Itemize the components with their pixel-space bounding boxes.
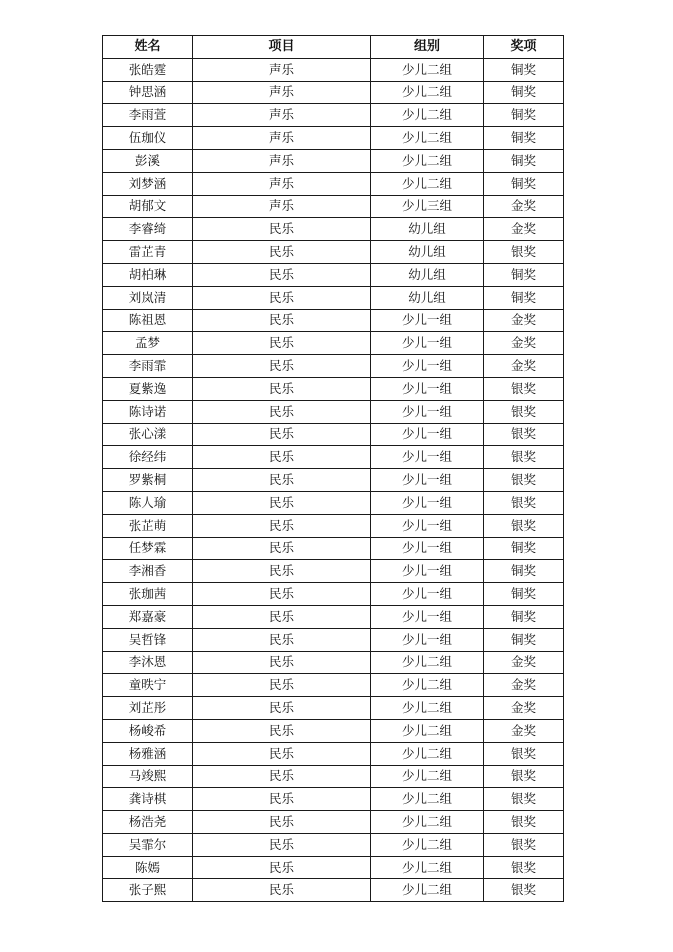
cell-group: 幼儿组 [371, 241, 484, 264]
cell-award: 铜奖 [484, 81, 564, 104]
cell-group: 少儿一组 [371, 537, 484, 560]
cell-award: 金奖 [484, 651, 564, 674]
table-row [103, 833, 564, 856]
cell-award: 铜奖 [484, 104, 564, 127]
cell-project: 民乐 [193, 537, 371, 560]
table-row [103, 218, 564, 241]
cell-project: 民乐 [193, 241, 371, 264]
table-row [103, 856, 564, 879]
cell-project: 民乐 [193, 446, 371, 469]
cell-project: 民乐 [193, 651, 371, 674]
cell-group: 少儿一组 [371, 583, 484, 606]
cell-group: 少儿一组 [371, 377, 484, 400]
cell-name: 李湘香 [103, 560, 193, 583]
cell-award: 银奖 [484, 446, 564, 469]
table-row [103, 788, 564, 811]
cell-group: 少儿一组 [371, 332, 484, 355]
cell-project: 民乐 [193, 879, 371, 902]
cell-project: 民乐 [193, 674, 371, 697]
cell-name: 胡柏琳 [103, 263, 193, 286]
cell-group: 少儿二组 [371, 149, 484, 172]
cell-award: 金奖 [484, 195, 564, 218]
cell-name: 徐经纬 [103, 446, 193, 469]
cell-project: 声乐 [193, 172, 371, 195]
header-row [103, 36, 564, 59]
cell-award: 金奖 [484, 309, 564, 332]
cell-award: 银奖 [484, 833, 564, 856]
cell-name: 刘芷彤 [103, 697, 193, 720]
cell-project: 民乐 [193, 697, 371, 720]
cell-award: 银奖 [484, 765, 564, 788]
cell-name: 陈嫣 [103, 856, 193, 879]
cell-award: 铜奖 [484, 605, 564, 628]
cell-project: 声乐 [193, 58, 371, 81]
cell-name: 雷芷青 [103, 241, 193, 264]
cell-award: 银奖 [484, 811, 564, 834]
cell-project: 民乐 [193, 423, 371, 446]
cell-group: 少儿二组 [371, 172, 484, 195]
table-row [103, 104, 564, 127]
table-row [103, 400, 564, 423]
cell-project: 民乐 [193, 856, 371, 879]
header-award: 奖项 [484, 36, 564, 59]
cell-group: 少儿二组 [371, 58, 484, 81]
cell-project: 民乐 [193, 765, 371, 788]
table-header [103, 36, 564, 59]
cell-award: 铜奖 [484, 172, 564, 195]
cell-group: 少儿一组 [371, 309, 484, 332]
cell-project: 民乐 [193, 469, 371, 492]
cell-group: 少儿二组 [371, 697, 484, 720]
cell-name: 李睿绮 [103, 218, 193, 241]
table-row [103, 879, 564, 902]
cell-name: 孟梦 [103, 332, 193, 355]
table-row [103, 263, 564, 286]
cell-award: 银奖 [484, 742, 564, 765]
cell-name: 杨浩尧 [103, 811, 193, 834]
cell-project: 民乐 [193, 560, 371, 583]
cell-name: 张子熙 [103, 879, 193, 902]
cell-group: 少儿二组 [371, 674, 484, 697]
table-row [103, 560, 564, 583]
cell-group: 少儿一组 [371, 400, 484, 423]
cell-group: 少儿二组 [371, 811, 484, 834]
cell-group: 少儿二组 [371, 104, 484, 127]
cell-award: 银奖 [484, 879, 564, 902]
cell-award: 金奖 [484, 355, 564, 378]
cell-group: 少儿二组 [371, 651, 484, 674]
table-row [103, 674, 564, 697]
cell-group: 幼儿组 [371, 218, 484, 241]
cell-group: 少儿二组 [371, 856, 484, 879]
cell-group: 少儿一组 [371, 423, 484, 446]
cell-award: 银奖 [484, 514, 564, 537]
cell-name: 陈人瑜 [103, 491, 193, 514]
table-row [103, 742, 564, 765]
cell-name: 张珈茜 [103, 583, 193, 606]
cell-name: 罗紫桐 [103, 469, 193, 492]
cell-award: 铜奖 [484, 583, 564, 606]
cell-project: 民乐 [193, 400, 371, 423]
table-row [103, 149, 564, 172]
cell-group: 少儿二组 [371, 879, 484, 902]
cell-name: 杨峻希 [103, 719, 193, 742]
cell-project: 民乐 [193, 605, 371, 628]
cell-name: 童昳宁 [103, 674, 193, 697]
cell-name: 钟思涵 [103, 81, 193, 104]
cell-award: 银奖 [484, 423, 564, 446]
cell-project: 声乐 [193, 149, 371, 172]
cell-award: 铜奖 [484, 537, 564, 560]
cell-name: 陈祖恩 [103, 309, 193, 332]
table-row [103, 514, 564, 537]
cell-project: 民乐 [193, 263, 371, 286]
table-row [103, 469, 564, 492]
cell-award: 银奖 [484, 377, 564, 400]
cell-group: 少儿一组 [371, 514, 484, 537]
table-row [103, 651, 564, 674]
cell-project: 民乐 [193, 583, 371, 606]
table-row [103, 423, 564, 446]
cell-name: 刘梦涵 [103, 172, 193, 195]
cell-group: 少儿二组 [371, 742, 484, 765]
table-row [103, 81, 564, 104]
header-name: 姓名 [103, 36, 193, 59]
cell-name: 李沐恩 [103, 651, 193, 674]
cell-name: 任梦霖 [103, 537, 193, 560]
cell-name: 李雨霏 [103, 355, 193, 378]
table-row [103, 172, 564, 195]
table-row [103, 332, 564, 355]
table-row [103, 537, 564, 560]
cell-award: 银奖 [484, 400, 564, 423]
cell-group: 少儿一组 [371, 560, 484, 583]
cell-name: 夏紫逸 [103, 377, 193, 400]
cell-project: 民乐 [193, 377, 371, 400]
cell-name: 吴哲锋 [103, 628, 193, 651]
cell-group: 少儿一组 [371, 469, 484, 492]
cell-group: 幼儿组 [371, 263, 484, 286]
table-row [103, 309, 564, 332]
table-row [103, 491, 564, 514]
table-row [103, 286, 564, 309]
cell-name: 李雨萱 [103, 104, 193, 127]
table-row [103, 355, 564, 378]
cell-group: 少儿二组 [371, 833, 484, 856]
cell-award: 铜奖 [484, 263, 564, 286]
cell-name: 刘岚清 [103, 286, 193, 309]
cell-name: 马竣熙 [103, 765, 193, 788]
cell-award: 金奖 [484, 218, 564, 241]
table-row [103, 811, 564, 834]
cell-project: 民乐 [193, 332, 371, 355]
cell-project: 民乐 [193, 355, 371, 378]
table-body [103, 58, 564, 901]
table-row [103, 127, 564, 150]
cell-group: 少儿一组 [371, 355, 484, 378]
cell-name: 龚诗棋 [103, 788, 193, 811]
table-row [103, 628, 564, 651]
cell-project: 民乐 [193, 742, 371, 765]
cell-award: 金奖 [484, 697, 564, 720]
cell-name: 张芷萌 [103, 514, 193, 537]
cell-project: 民乐 [193, 309, 371, 332]
cell-award: 银奖 [484, 856, 564, 879]
header-project: 项目 [193, 36, 371, 59]
cell-name: 张皓霆 [103, 58, 193, 81]
cell-group: 少儿二组 [371, 127, 484, 150]
cell-award: 铜奖 [484, 628, 564, 651]
cell-project: 声乐 [193, 81, 371, 104]
cell-project: 民乐 [193, 491, 371, 514]
cell-project: 民乐 [193, 628, 371, 651]
cell-group: 少儿三组 [371, 195, 484, 218]
table-row [103, 377, 564, 400]
cell-award: 铜奖 [484, 58, 564, 81]
cell-group: 少儿一组 [371, 605, 484, 628]
cell-project: 声乐 [193, 195, 371, 218]
table-row [103, 195, 564, 218]
cell-group: 少儿一组 [371, 491, 484, 514]
cell-award: 金奖 [484, 719, 564, 742]
table-row [103, 446, 564, 469]
table-row [103, 58, 564, 81]
awards-table [102, 35, 564, 902]
cell-group: 少儿二组 [371, 81, 484, 104]
header-group: 组别 [371, 36, 484, 59]
cell-group: 幼儿组 [371, 286, 484, 309]
cell-name: 张心漾 [103, 423, 193, 446]
cell-award: 铜奖 [484, 149, 564, 172]
cell-name: 吴霏尔 [103, 833, 193, 856]
table-row [103, 697, 564, 720]
table-row [103, 719, 564, 742]
cell-award: 银奖 [484, 241, 564, 264]
cell-project: 民乐 [193, 218, 371, 241]
cell-award: 铜奖 [484, 560, 564, 583]
table-row [103, 241, 564, 264]
cell-name: 彭溪 [103, 149, 193, 172]
cell-name: 伍珈仪 [103, 127, 193, 150]
table-row [103, 605, 564, 628]
cell-group: 少儿一组 [371, 446, 484, 469]
cell-project: 民乐 [193, 833, 371, 856]
cell-project: 声乐 [193, 127, 371, 150]
cell-project: 民乐 [193, 286, 371, 309]
cell-award: 银奖 [484, 491, 564, 514]
cell-group: 少儿二组 [371, 719, 484, 742]
cell-award: 金奖 [484, 674, 564, 697]
cell-project: 声乐 [193, 104, 371, 127]
cell-group: 少儿二组 [371, 765, 484, 788]
cell-project: 民乐 [193, 514, 371, 537]
cell-name: 郑嘉豪 [103, 605, 193, 628]
cell-group: 少儿二组 [371, 788, 484, 811]
cell-name: 陈诗诺 [103, 400, 193, 423]
cell-name: 胡郁文 [103, 195, 193, 218]
cell-award: 铜奖 [484, 286, 564, 309]
cell-group: 少儿一组 [371, 628, 484, 651]
cell-project: 民乐 [193, 788, 371, 811]
cell-award: 金奖 [484, 332, 564, 355]
cell-name: 杨雅涵 [103, 742, 193, 765]
cell-project: 民乐 [193, 811, 371, 834]
cell-award: 银奖 [484, 469, 564, 492]
cell-award: 银奖 [484, 788, 564, 811]
cell-award: 铜奖 [484, 127, 564, 150]
cell-project: 民乐 [193, 719, 371, 742]
table-row [103, 765, 564, 788]
table-row [103, 583, 564, 606]
